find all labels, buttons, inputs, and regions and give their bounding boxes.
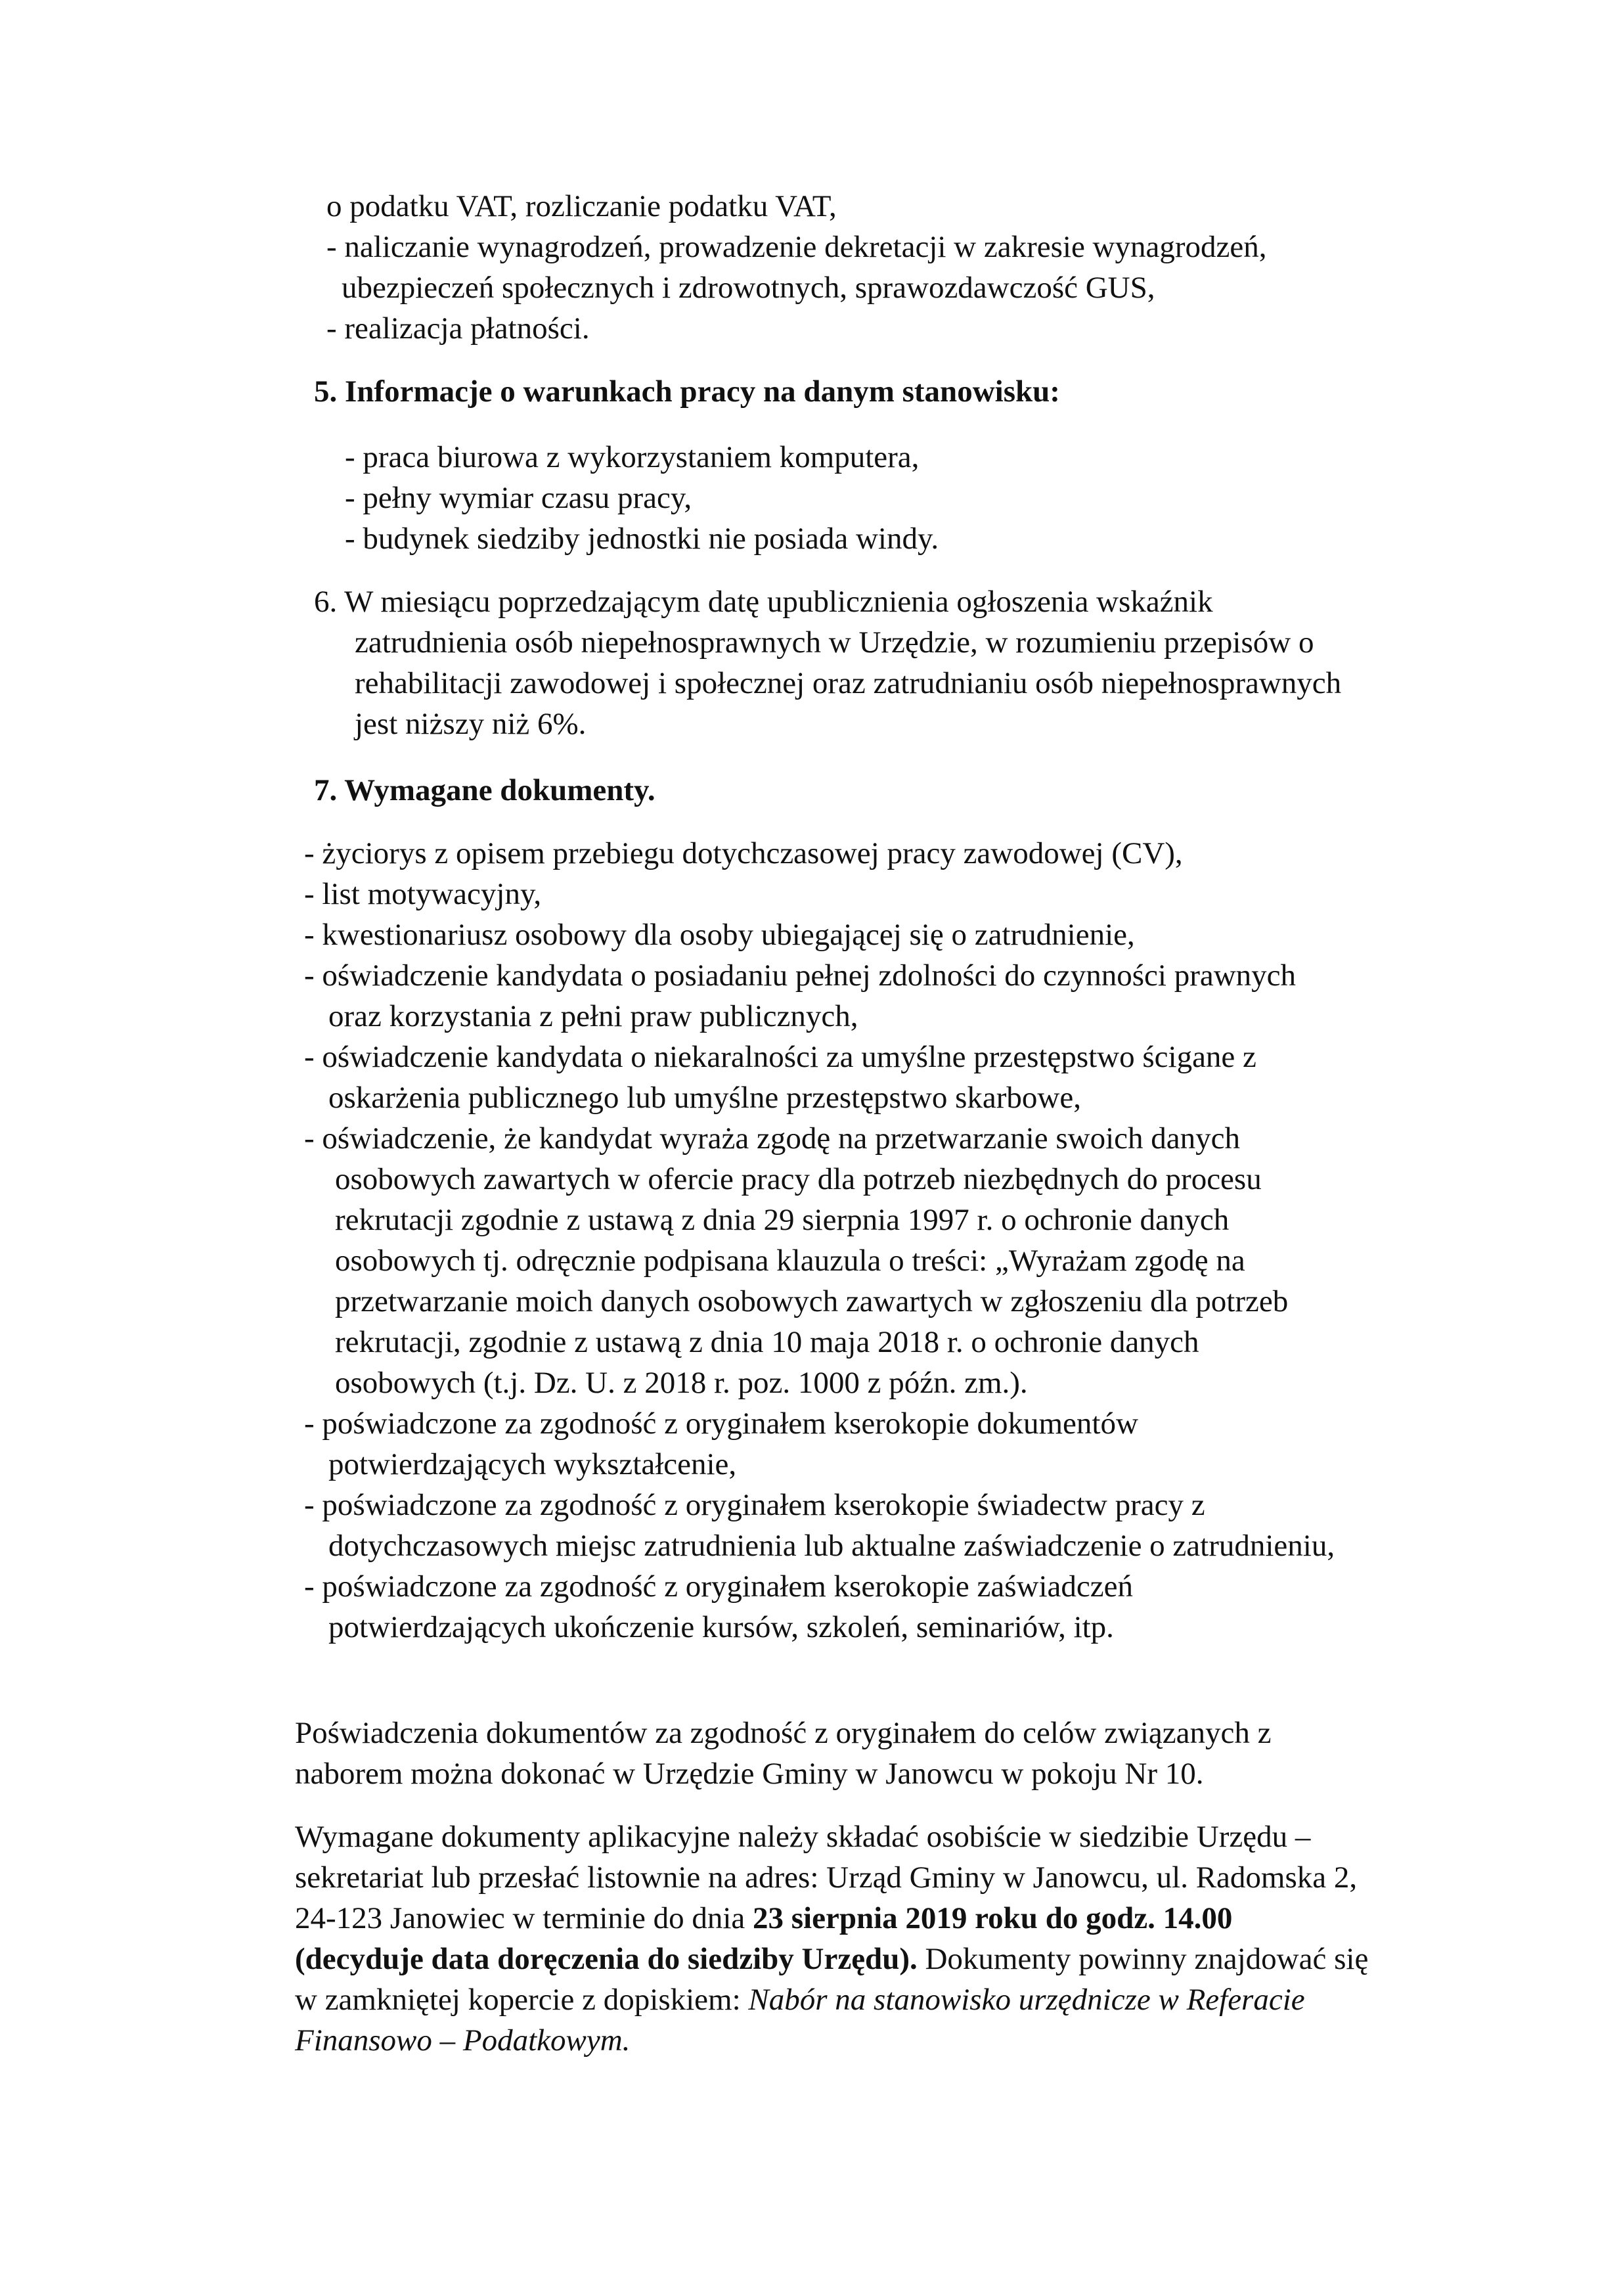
submission-address-text: 24-123 Janowiec w terminie do dnia bbox=[295, 1901, 753, 1935]
document-item-cont: oraz korzystania z pełni praw publicznych, bbox=[328, 999, 858, 1033]
submission-line-1: Wymagane dokumenty aplikacyjne należy składać osobiście w siedzibie Urzędu – bbox=[295, 1820, 1311, 1854]
submission-envelope-label: Nabór na stanowisko urzędnicze w Referacie bbox=[748, 1983, 1305, 2017]
section-6-line: zatrudnienia osób niepełnosprawnych w Urzędzie, w rozumieniu przepisów o bbox=[355, 625, 1314, 660]
submission-deadline: 23 sierpnia 2019 roku do godz. 14.00 bbox=[753, 1901, 1233, 1935]
document-item: - poświadczone za zgodność z oryginałem kserokopie dokumentów bbox=[304, 1407, 1138, 1441]
submission-envelope-text-2: w zamkniętej kopercie z dopiskiem: bbox=[295, 1983, 749, 2017]
document-item-cont: rekrutacji, zgodnie z ustawą z dnia 10 maja 2018 r. o ochronie danych bbox=[335, 1325, 1199, 1359]
certification-line-1: Poświadczenia dokumentów za zgodność z oryginałem do celów związanych z bbox=[295, 1716, 1272, 1750]
intro-line-2: - naliczanie wynagrodzeń, prowadzenie dekretacji w zakresie wynagrodzeń, bbox=[326, 230, 1267, 264]
document-item-cont: potwierdzających ukończenie kursów, szkoleń, seminariów, itp. bbox=[328, 1610, 1114, 1644]
section-5-item: - pełny wymiar czasu pracy, bbox=[345, 481, 692, 515]
document-item: - kwestionariusz osobowy dla osoby ubiegającej się o zatrudnienie, bbox=[304, 918, 1135, 952]
document-item-cont: dotychczasowych miejsc zatrudnienia lub aktualne zaświadczenie o zatrudnieniu, bbox=[328, 1529, 1335, 1563]
document-item: - poświadczone za zgodność z oryginałem kserokopie świadectw pracy z bbox=[304, 1488, 1205, 1522]
submission-delivery-note: (decyduje data doręczenia do siedziby Urzędu). bbox=[295, 1942, 918, 1976]
intro-line-3: ubezpieczeń społecznych i zdrowotnych, sprawozdawczość GUS, bbox=[342, 271, 1155, 305]
section-5-item: - praca biurowa z wykorzystaniem komputera, bbox=[345, 440, 920, 474]
document-item-cont: przetwarzanie moich danych osobowych zawartych w zgłoszeniu dla potrzeb bbox=[335, 1284, 1289, 1318]
document-item-cont: oskarżenia publicznego lub umyślne przestępstwo skarbowe, bbox=[328, 1081, 1081, 1115]
submission-line-6: Finansowo – Podatkowym. bbox=[295, 2023, 631, 2058]
document-item: - oświadczenie, że kandydat wyraża zgodę na przetwarzanie swoich danych bbox=[304, 1121, 1240, 1156]
section-7-heading: 7. Wymagane dokumenty. bbox=[314, 773, 655, 807]
document-item-cont: potwierdzających wykształcenie, bbox=[328, 1447, 737, 1481]
document-item: - oświadczenie kandydata o niekaralności za umyślne przestępstwo ścigane z bbox=[304, 1040, 1256, 1074]
section-5-heading: 5. Informacje o warunkach pracy na danym stanowisku: bbox=[314, 374, 1060, 409]
submission-envelope-text: Dokumenty powinny znajdować się bbox=[917, 1942, 1369, 1976]
submission-line-4 bbox=[295, 1939, 1368, 1979]
document-item: - życiorys z opisem przebiegu dotychczasowej pracy zawodowej (CV), bbox=[304, 836, 1183, 870]
intro-line-4: - realizacja płatności. bbox=[326, 311, 590, 346]
submission-line-5 bbox=[295, 1979, 1305, 2020]
certification-line-2: naborem można dokonać w Urzędzie Gminy w Janowcu w pokoju Nr 10. bbox=[295, 1757, 1204, 1791]
section-6-line: 6. W miesiącu poprzedzającym datę upublicznienia ogłoszenia wskaźnik bbox=[314, 585, 1213, 619]
submission-line-2: sekretariat lub przesłać listownie na adres: Urząd Gminy w Janowcu, ul. Radomska 2, bbox=[295, 1860, 1358, 1895]
intro-line-1: o podatku VAT, rozliczanie podatku VAT, bbox=[326, 189, 837, 223]
section-6-line: rehabilitacji zawodowej i społecznej oraz zatrudnianiu osób niepełnosprawnych bbox=[355, 666, 1342, 700]
document-item-cont: osobowych zawartych w ofercie pracy dla potrzeb niezbędnych do procesu bbox=[335, 1162, 1262, 1196]
document-item-cont: rekrutacji zgodnie z ustawą z dnia 29 sierpnia 1997 r. o ochronie danych bbox=[335, 1203, 1230, 1237]
document-item-cont: osobowych tj. odręcznie podpisana klauzula o treści: „Wyrażam zgodę na bbox=[335, 1244, 1245, 1278]
document-item: - poświadczone za zgodność z oryginałem kserokopie zaświadczeń bbox=[304, 1569, 1133, 1604]
section-5-item: - budynek siedziby jednostki nie posiada windy. bbox=[345, 522, 939, 556]
section-6-line: jest niższy niż 6%. bbox=[355, 707, 587, 741]
submission-line-3 bbox=[295, 1898, 1232, 1939]
document-item: - list motywacyjny, bbox=[304, 877, 542, 911]
document-item-cont: osobowych (t.j. Dz. U. z 2018 r. poz. 1000 z późn. zm.). bbox=[335, 1366, 1028, 1400]
document-item: - oświadczenie kandydata o posiadaniu pełnej zdolności do czynności prawnych bbox=[304, 958, 1297, 993]
